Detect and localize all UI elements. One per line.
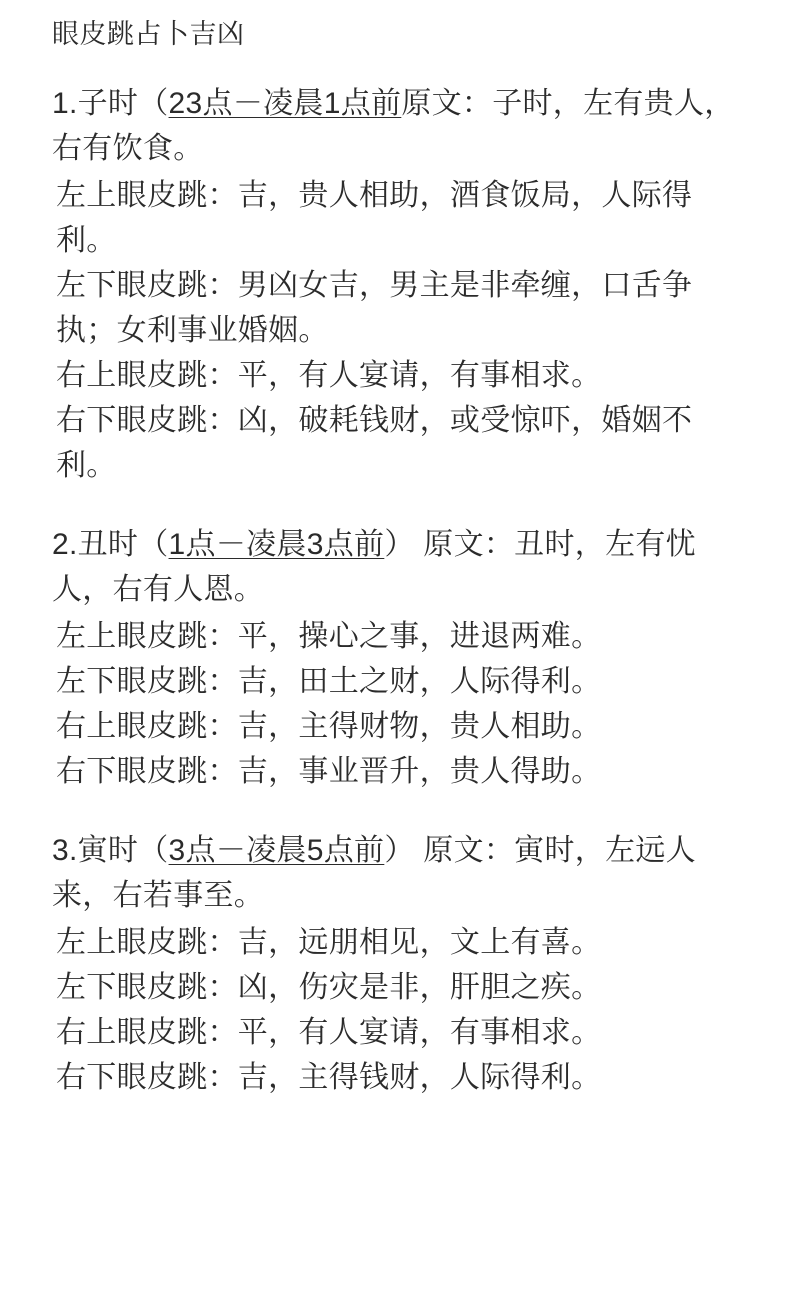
section-line: 左下眼皮跳：男凶女吉，男主是非牵缠，口舌争执；女利事业婚姻。 [56, 268, 693, 347]
section-heading [52, 522, 748, 612]
section-number: 1. [52, 86, 78, 120]
section-line: 右上眼皮跳：平，有人宴请，有事相求。 [56, 358, 602, 392]
section-paren-open: （ [138, 86, 169, 120]
section-line: 右下眼皮跳：凶，破耗钱财，或受惊吓，婚姻不利。 [56, 403, 693, 482]
section-number: 2. [52, 527, 78, 561]
section-line: 左上眼皮跳：吉，远朋相见，文上有喜。 [56, 925, 602, 959]
section-paren-open: （ [138, 833, 169, 867]
section-branch: 子时 [77, 86, 139, 120]
section-head-tail: ） 原文：寅时，左远人来，右若事至。 [52, 833, 696, 912]
section-hour-range: 1点－凌晨3点前 [168, 527, 385, 561]
section-line: 右下眼皮跳：吉，事业晋升，贵人得助。 [56, 754, 602, 788]
section-paren-open: （ [138, 527, 169, 561]
section-heading [52, 828, 748, 918]
section-line: 右上眼皮跳：吉，主得财物，贵人相助。 [56, 709, 602, 743]
section-yinshi [52, 828, 748, 1100]
section-hour-range: 23点－凌晨1点前 [168, 86, 402, 120]
page-title: 眼皮跳占卜吉凶 [52, 19, 245, 49]
section-hour-range: 3点－凌晨5点前 [168, 833, 385, 867]
section-line: 右下眼皮跳：吉，主得钱财，人际得利。 [56, 1060, 602, 1094]
section-line: 左上眼皮跳：平，操心之事，进退两难。 [56, 619, 602, 653]
section-line: 右上眼皮跳：平，有人宴请，有事相求。 [56, 1015, 602, 1049]
section-choushi [52, 522, 748, 794]
section-head-tail: ） 原文：丑时，左有忧人，右有人恩。 [52, 527, 696, 606]
section-number: 3. [52, 833, 78, 867]
section-zishi [52, 81, 748, 488]
section-branch: 丑时 [77, 527, 139, 561]
section-line: 左下眼皮跳：吉，田土之财，人际得利。 [56, 664, 602, 698]
section-heading [52, 81, 748, 171]
section-line: 左上眼皮跳：吉，贵人相助，酒食饭局，人际得利。 [56, 178, 693, 257]
section-head-tail: 原文：子时，左有贵人，右有饮食。 [52, 86, 735, 165]
section-line: 左下眼皮跳：凶，伤灾是非，肝胆之疾。 [56, 970, 602, 1004]
section-branch: 寅时 [77, 833, 139, 867]
